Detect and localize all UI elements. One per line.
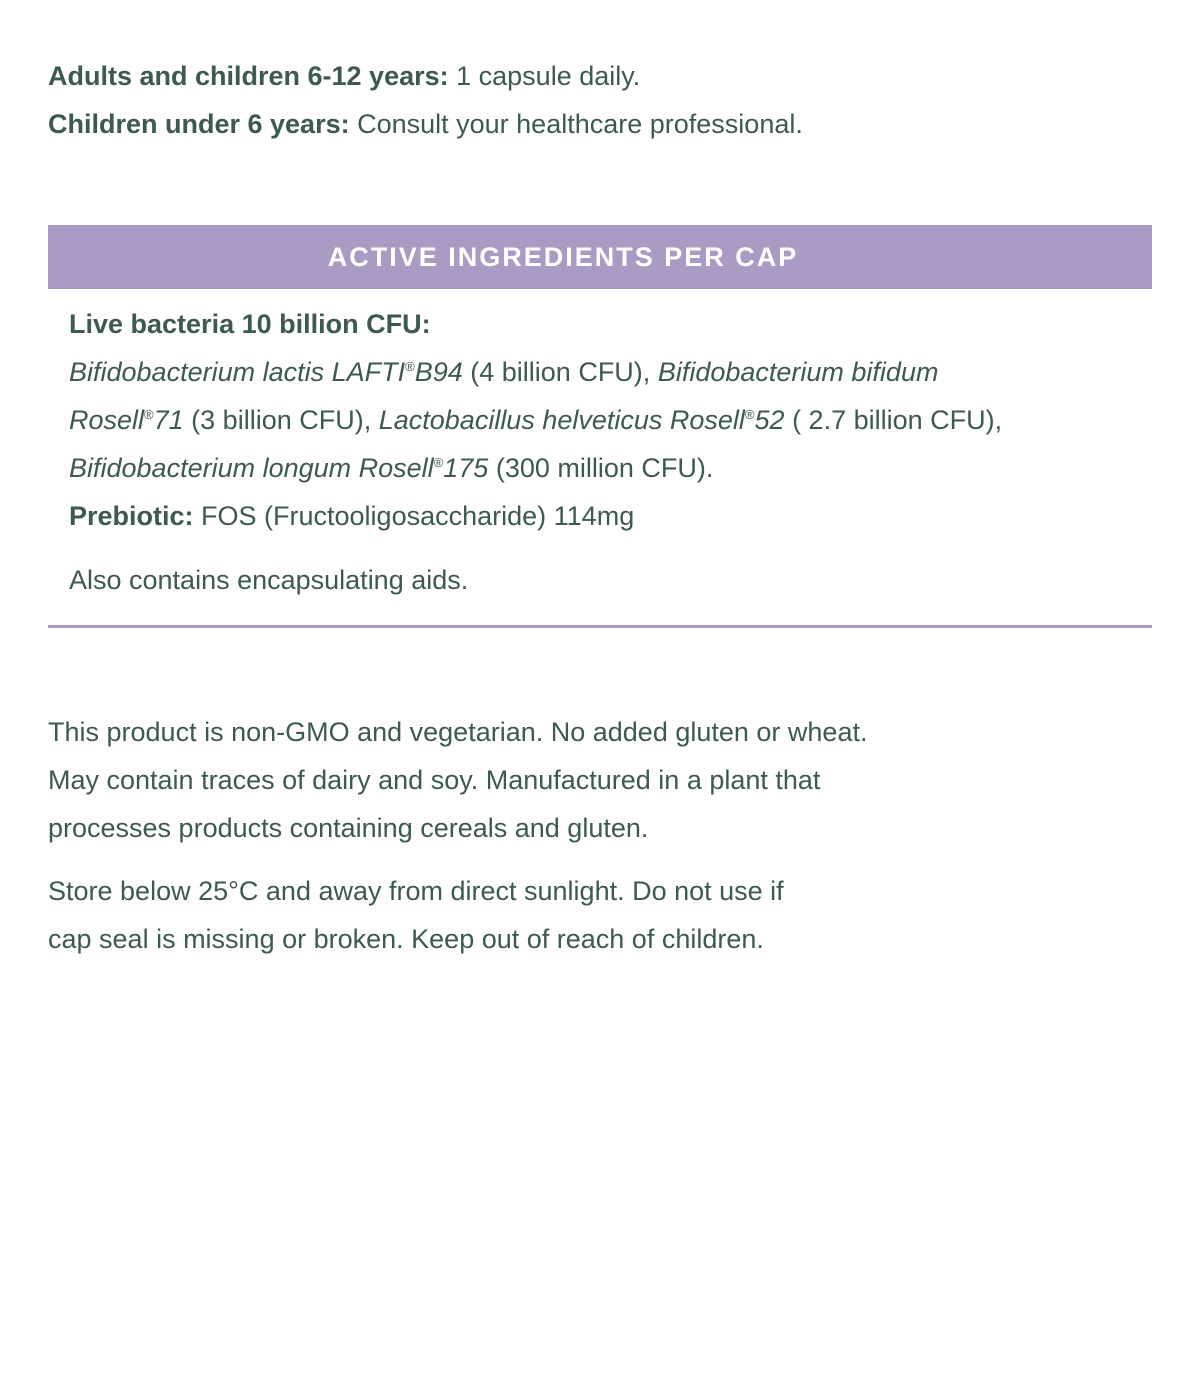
dosage-children-label: Children under 6 years: [48, 109, 350, 139]
product-info-section [48, 708, 1148, 963]
registered-mark: ® [144, 407, 154, 422]
dosage-children-text: Consult your healthcare professional. [349, 109, 803, 139]
prebiotic-text: FOS (Fructooligosaccharide) 114mg [193, 501, 635, 531]
info-line-5: cap seal is missing or broken. Keep out of reach of children. [48, 924, 764, 954]
ingredients-section [69, 300, 1149, 604]
info-line-2: May contain traces of dairy and soy. Manufactured in a plant that [48, 765, 821, 795]
info-line-1: This product is non-GMO and vegetarian. No added gluten or wheat. [48, 717, 868, 747]
strain3-count: ( 2.7 billion CFU), [784, 405, 1003, 435]
registered-mark: ® [744, 407, 755, 422]
strain1-code: B94 [414, 357, 463, 387]
also-contains: Also contains encapsulating aids. [69, 565, 469, 595]
strain2-name-a: Bifidobacterium bifidum [657, 357, 939, 387]
dosage-children [48, 100, 1148, 148]
dosage-section [48, 52, 1148, 148]
ingredient-strain-line-2 [69, 396, 1149, 444]
strain4-code: 175 [443, 453, 489, 483]
prebiotic-line [69, 492, 1149, 540]
ingredient-strain-line-3 [69, 444, 1149, 492]
strain3-code: 52 [754, 405, 785, 435]
dosage-adults-text: 1 capsule daily. [448, 61, 641, 91]
ingredient-strain-line-1 [69, 348, 1149, 396]
registered-mark: ® [405, 359, 415, 374]
info-line-4: Store below 25°C and away from direct sunlight. Do not use if [48, 876, 784, 906]
dosage-adults [48, 52, 1148, 100]
ingredients-banner-title: ACTIVE INGREDIENTS PER CAP [327, 242, 799, 272]
section-divider [48, 625, 1152, 628]
strain4-name: Bifidobacterium longum Rosell [69, 453, 434, 483]
strain1-name: Bifidobacterium lactis LAFTI [69, 357, 406, 387]
ingredients-banner [48, 225, 1152, 289]
info-line-3: processes products containing cereals and gluten. [48, 813, 649, 843]
strain1-count: (4 billion CFU), [462, 357, 651, 387]
strain4-count: (300 million CFU). [488, 453, 714, 483]
strain2-name-b: Rosell [69, 405, 145, 435]
strain2-code: 71 [153, 405, 184, 435]
prebiotic-label: Prebiotic: [69, 501, 194, 531]
registered-mark: ® [433, 455, 444, 470]
dosage-adults-label: Adults and children 6-12 years: [48, 61, 449, 91]
live-bacteria-heading: Live bacteria 10 billion CFU: [69, 309, 431, 339]
strain3-name: Lactobacillus helveticus Rosell [378, 405, 745, 435]
strain2-count: (3 billion CFU), [183, 405, 372, 435]
